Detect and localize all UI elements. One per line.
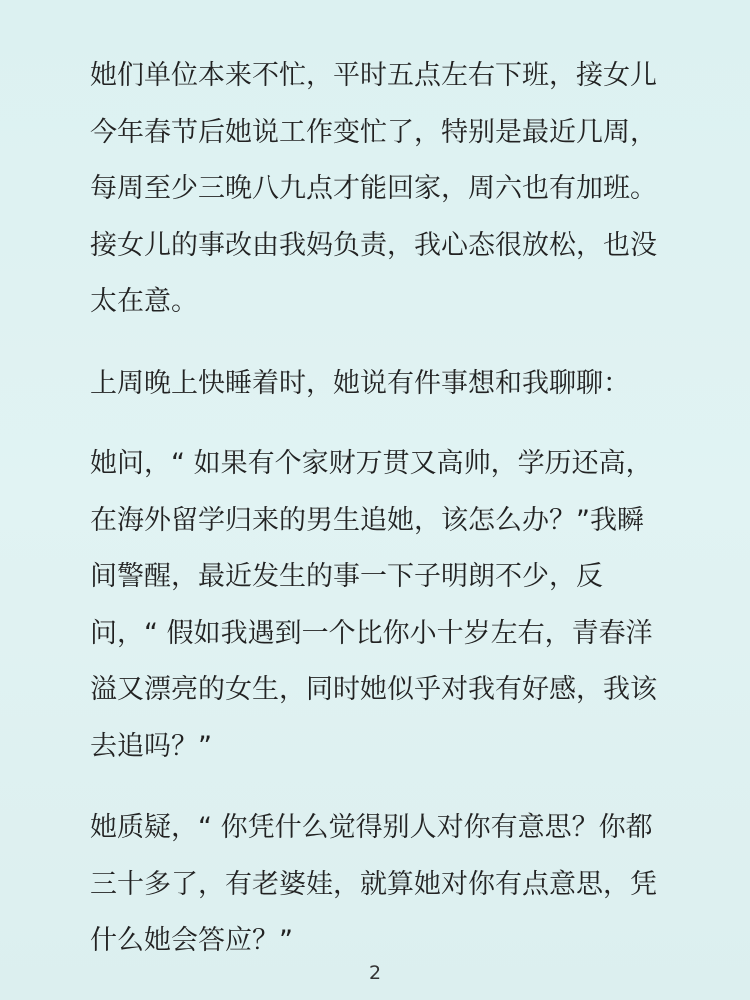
paragraph-2: 上周晚上快睡着时，她说有件事想和我聊聊： — [90, 367, 630, 399]
paragraph-4: 她质疑，“ 你凭什么觉得别人对你有意思？你都三十多了，有老婆娃，就算她对你有点意思，凭什么她会答应？” — [90, 812, 657, 956]
paragraph-1: 她们单位本来不忙，平时五点左右下班，接女儿今年春节后她说工作变忙了，特别是最近几周，每周至少三晚八九点才能回家，周六也有加班。接女儿的事改由我妈负责，我心态很放松，也没太在意。 — [90, 60, 657, 317]
paragraph-3: 她问，“ 如果有个家财万贯又高帅，学历还高，在海外留学归来的男生追她，该怎么办？”我瞬间警醒，最近发生的事一下子明朗不少，反问，“ 假如我遇到一个比你小十岁左右，青春洋溢又漂亮的女生，同时她似乎对我有好感，我该去追吗？” — [90, 448, 657, 762]
article-body — [90, 48, 670, 995]
page-number: 2 — [368, 962, 382, 984]
